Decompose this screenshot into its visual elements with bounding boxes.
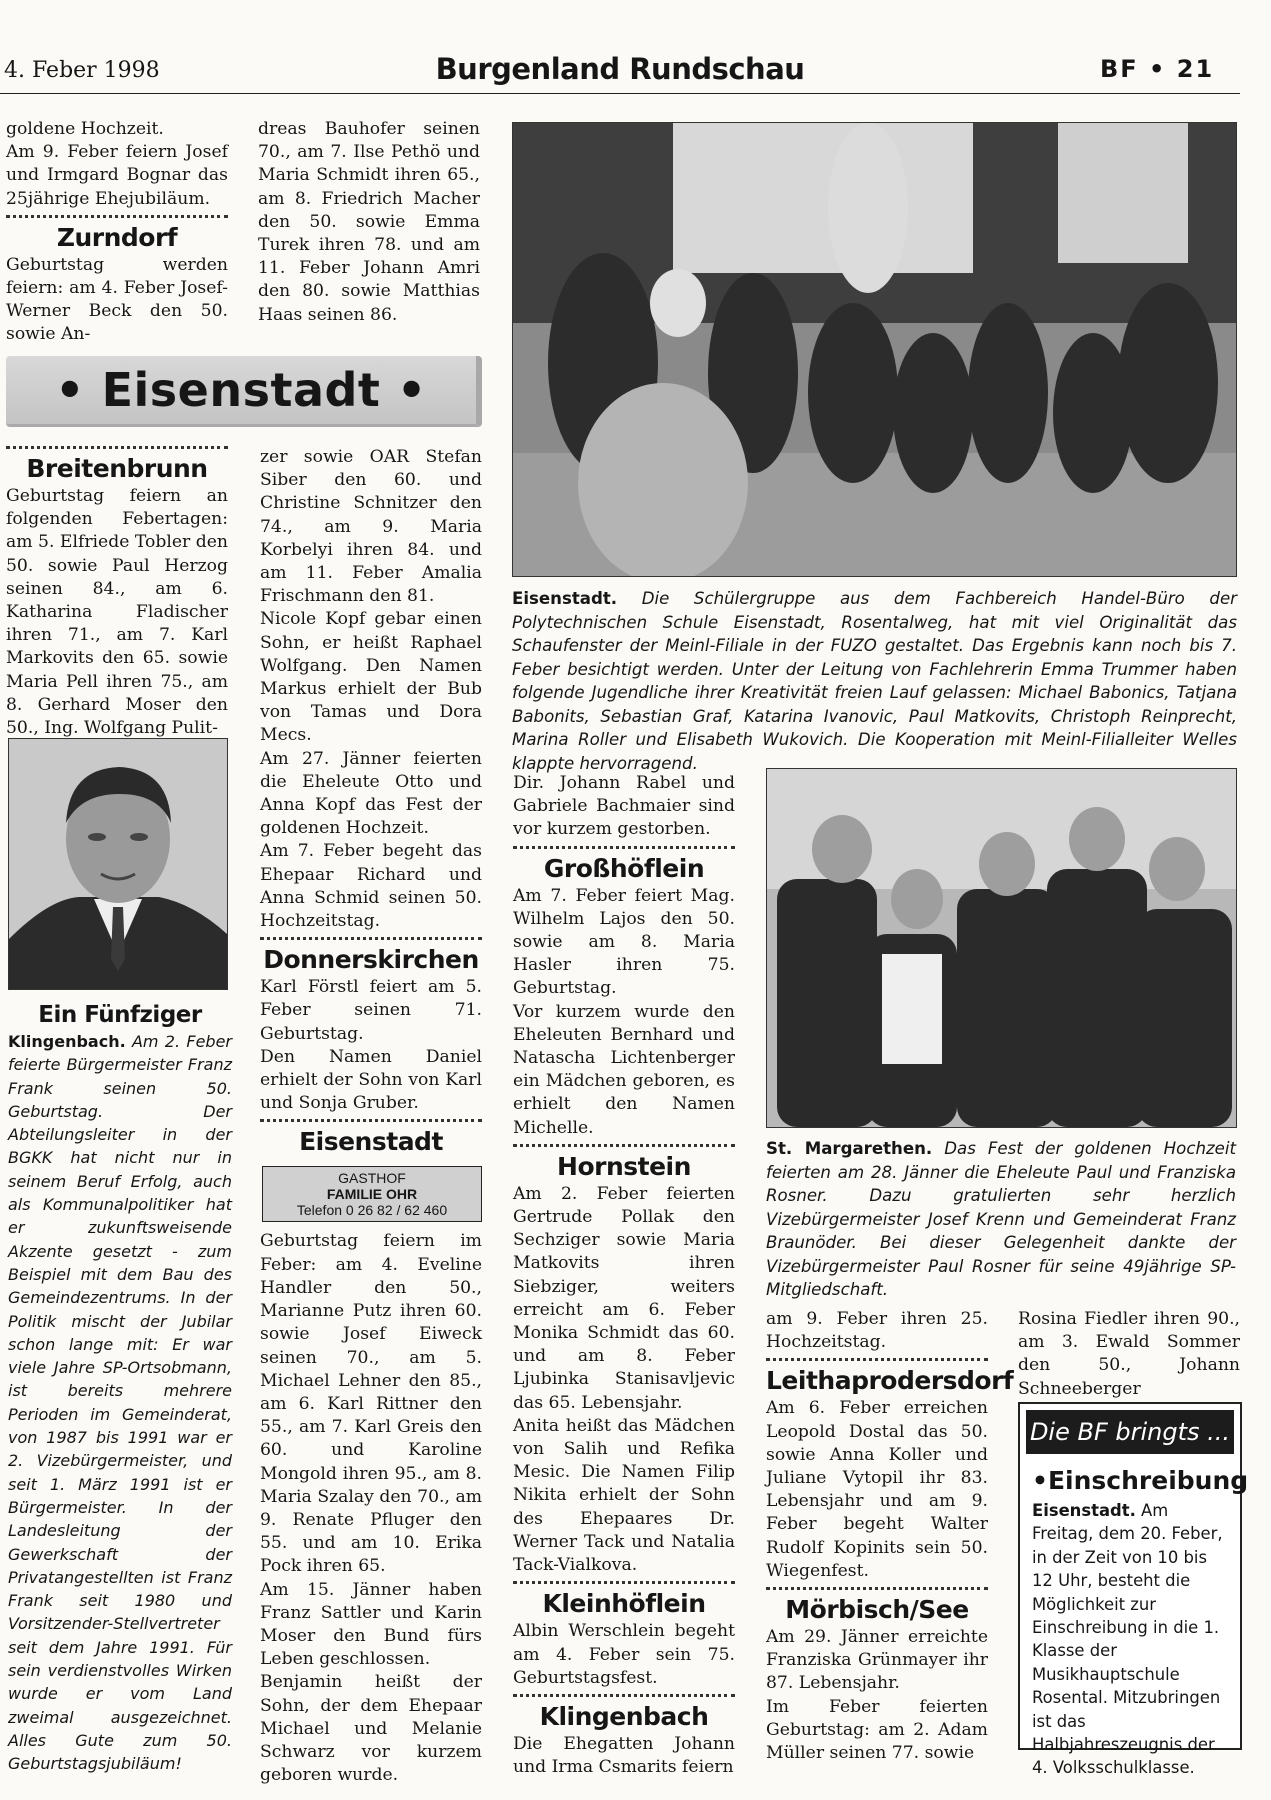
portrait-caption <box>8 1000 232 1776</box>
paragraph: Rosina Fiedler ihren 90., am 3. Ewald Sommer den 50., Johann Schneeberger <box>1018 1309 1240 1399</box>
bf-box-text <box>1032 1499 1230 1780</box>
dotted-divider <box>260 937 482 940</box>
section-banner-eisenstadt: • Eisenstadt • <box>55 363 427 417</box>
bf-box-place: Eisenstadt. <box>1032 1501 1136 1520</box>
group-photo-students <box>512 122 1237 577</box>
section-heading-moerbisch: Mörbisch/See <box>785 1595 969 1625</box>
golden-wedding-photo <box>766 768 1237 1128</box>
issue-date: 4. Feber 1998 <box>4 58 160 83</box>
dotted-divider <box>766 1358 988 1361</box>
group-photo-caption <box>512 587 1237 775</box>
section-heading-leithaprodersdorf: Leithaprodersdorf <box>766 1366 1014 1396</box>
bf-info-box <box>1018 1402 1249 1778</box>
dotted-divider <box>513 1694 735 1697</box>
paragraph: Am 6. Feber erreichen Leopold Dostal das 50. sowie Anna Koller und Juliane Vytopil ihr 83. Lebensjahr und am 9. Feber begeht Walter Rudolf Kopinits sein 50. Wiegenfest. <box>766 1398 988 1581</box>
ad-line: Telefon 0 26 82 / 62 460 <box>296 1202 448 1219</box>
section-heading-breitenbrunn: Breitenbrunn <box>26 454 208 483</box>
ad-line: GASTHOF <box>338 1170 406 1187</box>
caption-place: Klingenbach. <box>8 1032 126 1051</box>
paragraph: Am 15. Jänner haben Franz Sattler und Karin Moser den Bund fürs Leben geschlossen. <box>260 1579 482 1670</box>
portrait-illustration <box>9 739 227 989</box>
paragraph: Benjamin heißt der Sohn, der dem Ehepaar Michael und Melanie Schwarz vor kurzem geboren wurde. <box>260 1672 482 1786</box>
paragraph: Am 29. Jänner erreichte Franziska Grünmayer ihr 87. Lebensjahr. <box>766 1627 988 1694</box>
section-heading-zurndorf: Zurndorf <box>56 222 178 252</box>
caption-body: Am 2. Feber feierte Bürgermeister Franz Frank seinen 50. Geburtstag. Der Abteilungsleiter in der BGKK hat nicht nur in seinem Beruf Erfolg, auch als Kommunalpolitiker hat er zukunftsweisende Akzente gesetzt - zum Beispiel mit dem Bau des Gemeindezentrums. In der Politik mischt der Jubilar schon lange mit: Er war viele Jahre SP-Ortsobmann, ist bereits mehrere Perioden im Gemeinderat, von 1987 bis 1991 war er 2. Vizebürgermeister, und seit 1. März 1991 ist er Bürgermeister. In der Landesleitung der Gewerkschaft der Privatangestellten ist Franz Frank seit 1980 und Vorsitzender-Stellvertreter seit dem Jahre 1991. Für sein verdienstvolles Wirken wurde er vom Land zweimal ausgezeichnet. Alles Gute zum 50. Geburtstagsjubiläum! <box>8 1032 232 1774</box>
section-heading-kleinhoeflein: Kleinhöflein <box>542 1589 706 1619</box>
dotted-divider <box>513 1581 735 1584</box>
dotted-divider <box>513 1144 735 1147</box>
paragraph: Anita heißt das Mädchen von Salih und Refika Mesic. Die Namen Filip Nikita erhielt der Sohn des Ehepaares Dr. Werner Tack und Natalia Tack-Vialkova. <box>513 1415 735 1576</box>
portrait-photo <box>8 738 228 990</box>
paragraph: Am 7. Feber begeht das Ehepaar Richard und Anna Schmid seinen 50. Hochzeitstag. <box>260 841 482 932</box>
column-2-top <box>258 118 480 327</box>
column-1-top <box>6 118 228 347</box>
paragraph: Geburtstag feiern an folgenden Febertagen: am 5. Elfriede Tobler den 50. sowie Paul Herzog seinen 84., am 6. Katharina Fladischer ihren 71., am 7. Karl Markovits den 65. sowie Maria Pell ihren 75., am 8. Gerhard Moser den 50., Ing. Wolfgang Pulit- <box>6 486 228 739</box>
section-heading-klingenbach: Klingenbach <box>539 1701 709 1731</box>
paragraph: goldene Hochzeit. <box>6 119 164 139</box>
paragraph: Am 27. Jänner feierten die Eheleute Otto und Anna Kopf das Fest der goldenen Hochzeit. <box>260 748 482 839</box>
paragraph: Albin Werschlein begeht am 4. Feber sein 75. Geburtstagsfest. <box>513 1621 735 1688</box>
paragraph: Dir. Johann Rabel und Gabriele Bachmaier sind vor kurzem gestorben. <box>513 773 735 840</box>
column-4 <box>766 1308 1014 1765</box>
caption-heading: Ein Fünfziger <box>38 1002 202 1028</box>
group-photo-illustration <box>513 123 1236 576</box>
dotted-divider <box>766 1587 988 1590</box>
paragraph: zer sowie OAR Stefan Siber den 60. und Christine Schnitzer den 74., am 9. Maria Korbelyi ihren 84. und am 11. Feber Amalia Frischmann den 81. <box>260 447 482 607</box>
column-3 <box>513 772 735 1779</box>
paragraph: Nicole Kopf gebar einen Sohn, er heißt Raphael Wolfgang. Den Namen Markus erhielt der Bub von Tamas und Dora Mecs. <box>260 609 482 746</box>
dotted-divider <box>6 446 228 449</box>
dotted-divider <box>260 1119 482 1122</box>
column-2 <box>260 446 482 1787</box>
column-5 <box>1018 1308 1240 1401</box>
caption-place: St. Margarethen. <box>766 1139 933 1158</box>
newspaper-title: Burgenland Rundschau <box>435 52 805 86</box>
golden-wedding-caption <box>766 1137 1236 1302</box>
column-1-mid <box>6 446 228 740</box>
paragraph: Im Feber feierten Geburtstag: am 2. Adam Müller seinen 77. sowie <box>766 1696 988 1764</box>
caption-place: Eisenstadt. <box>512 589 618 608</box>
gasthof-ad <box>262 1166 482 1222</box>
caption-body: Die Schülergruppe aus dem Fachbereich Handel-Büro der Polytechnischen Schule Eisenstadt, Rosentalweg, hat mit viel Originalität das Schaufenster der Meinl-Filiale in der FUZO gestaltet. Das Ergebnis kann noch bis 7. Feber besichtigt werden. Unter der Leitung von Fachlehrerin Emma Trummer haben folgende Jugendliche ihrer Kreativität freien Lauf gelassen: Michael Babonics, Tatjana Babonits, Sebastian Graf, Katarina Ivanovic, Paul Matkovits, Christoph Reinprecht, Marina Roller und Elisabeth Wukovich. Die Kooperation mit Meinl-Filialleiter Welles klappte hervorragend. <box>512 589 1237 773</box>
bf-box-heading: Die BF bringts ... <box>1026 1410 1234 1454</box>
paragraph: Karl Förstl feiert am 5. Feber seinen 71. Geburtstag. <box>260 977 482 1044</box>
bf-box-body: Am Freitag, dem 20. Feber, in der Zeit von 10 bis 12 Uhr, besteht die Möglichkeit zur Einschreibung in die 1. Klasse der Musikhauptschule Rosental. Mitzubringen ist das Halbjahreszeugnis der 4. Volksschulklasse. <box>1032 1501 1223 1778</box>
dotted-divider <box>513 846 735 849</box>
paragraph: Am 2. Feber feierten Gertrude Pollak den Sechziger sowie Maria Matkovits ihren Siebziger, weiters erreicht am 6. Feber Monika Schmidt das 60. und am 8. Feber Ljubinka Stanisavljevic das 65. Lebensjahr. <box>513 1183 735 1413</box>
caption-body: Das Fest der goldenen Hochzeit feierten am 28. Jänner die Eheleute Paul und Franziska Rosner. Dazu gratulierten sehr herzlich Vizebürgermeister Josef Krenn und Gemeinderat Franz Braunöder. Bei dieser Gelegenheit dankte der Vizebürgermeister Paul Rosner für seine 49jährige SP-Mitgliedschaft. <box>766 1139 1236 1299</box>
section-heading-hornstein: Hornstein <box>557 1151 691 1181</box>
paragraph: Den Namen Daniel erhielt der Sohn von Karl und Sonja Gruber. <box>260 1046 482 1114</box>
paragraph: Geburtstag werden feiern: am 4. Feber Josef-Werner Beck den 50. sowie An- <box>6 254 228 345</box>
paragraph: Am 7. Feber feiert Mag. Wilhelm Lajos den 50. sowie am 8. Maria Hasler ihren 75. Geburtstag. <box>513 885 735 999</box>
dotted-divider <box>6 215 228 218</box>
caption-text <box>8 1030 232 1776</box>
paragraph: Am 9. Feber feiern Josef und Irmgard Bognar das 25jährige Ehejubiläum. <box>6 142 228 209</box>
paragraph: Die Ehegatten Johann und Irma Csmarits feiern <box>513 1733 735 1778</box>
section-heading-eisenstadt: Eisenstadt <box>299 1127 443 1157</box>
paragraph: Geburtstag feiern im Feber: am 4. Eveline Handler den 50., Marianne Putz ihren 60. sowie Josef Eiweck seinen 70., am 5. Michael Lehner den 85., am 6. Karl Rittner den 55., am 7. Karl Greis den 60. und Karoline Mongold ihren 95., am 8. Maria Szalay den 70., am 9. Renate Pfluger den 55. und am 10. Erika Pock ihren 65. <box>260 1231 482 1577</box>
paragraph: dreas Bauhofer seinen 70., am 7. Ilse Pethö und Maria Schmidt ihren 65., am 8. Friedrich Macher den 50. sowie Emma Turek ihren 78. und am 11. Feber Johann Amri den 80. sowie Matthias Haas seinen 86. <box>258 119 480 325</box>
section-heading-donnerskirchen: Donnerskirchen <box>263 945 479 975</box>
ad-line: FAMILIE OHR <box>326 1186 418 1203</box>
bf-box-subheading: •Einschreibung <box>1032 1466 1249 1495</box>
page-number: BF • 21 <box>1100 55 1215 83</box>
paragraph: Vor kurzem wurde den Eheleuten Bernhard und Natascha Lichtenberger ein Mädchen geboren, es erhielt den Namen Michelle. <box>513 1001 735 1138</box>
paragraph: am 9. Feber ihren 25. Hochzeitstag. <box>766 1309 988 1353</box>
golden-wedding-illustration <box>767 769 1236 1127</box>
section-heading-grosshoeflein: Großhöflein <box>543 853 705 883</box>
